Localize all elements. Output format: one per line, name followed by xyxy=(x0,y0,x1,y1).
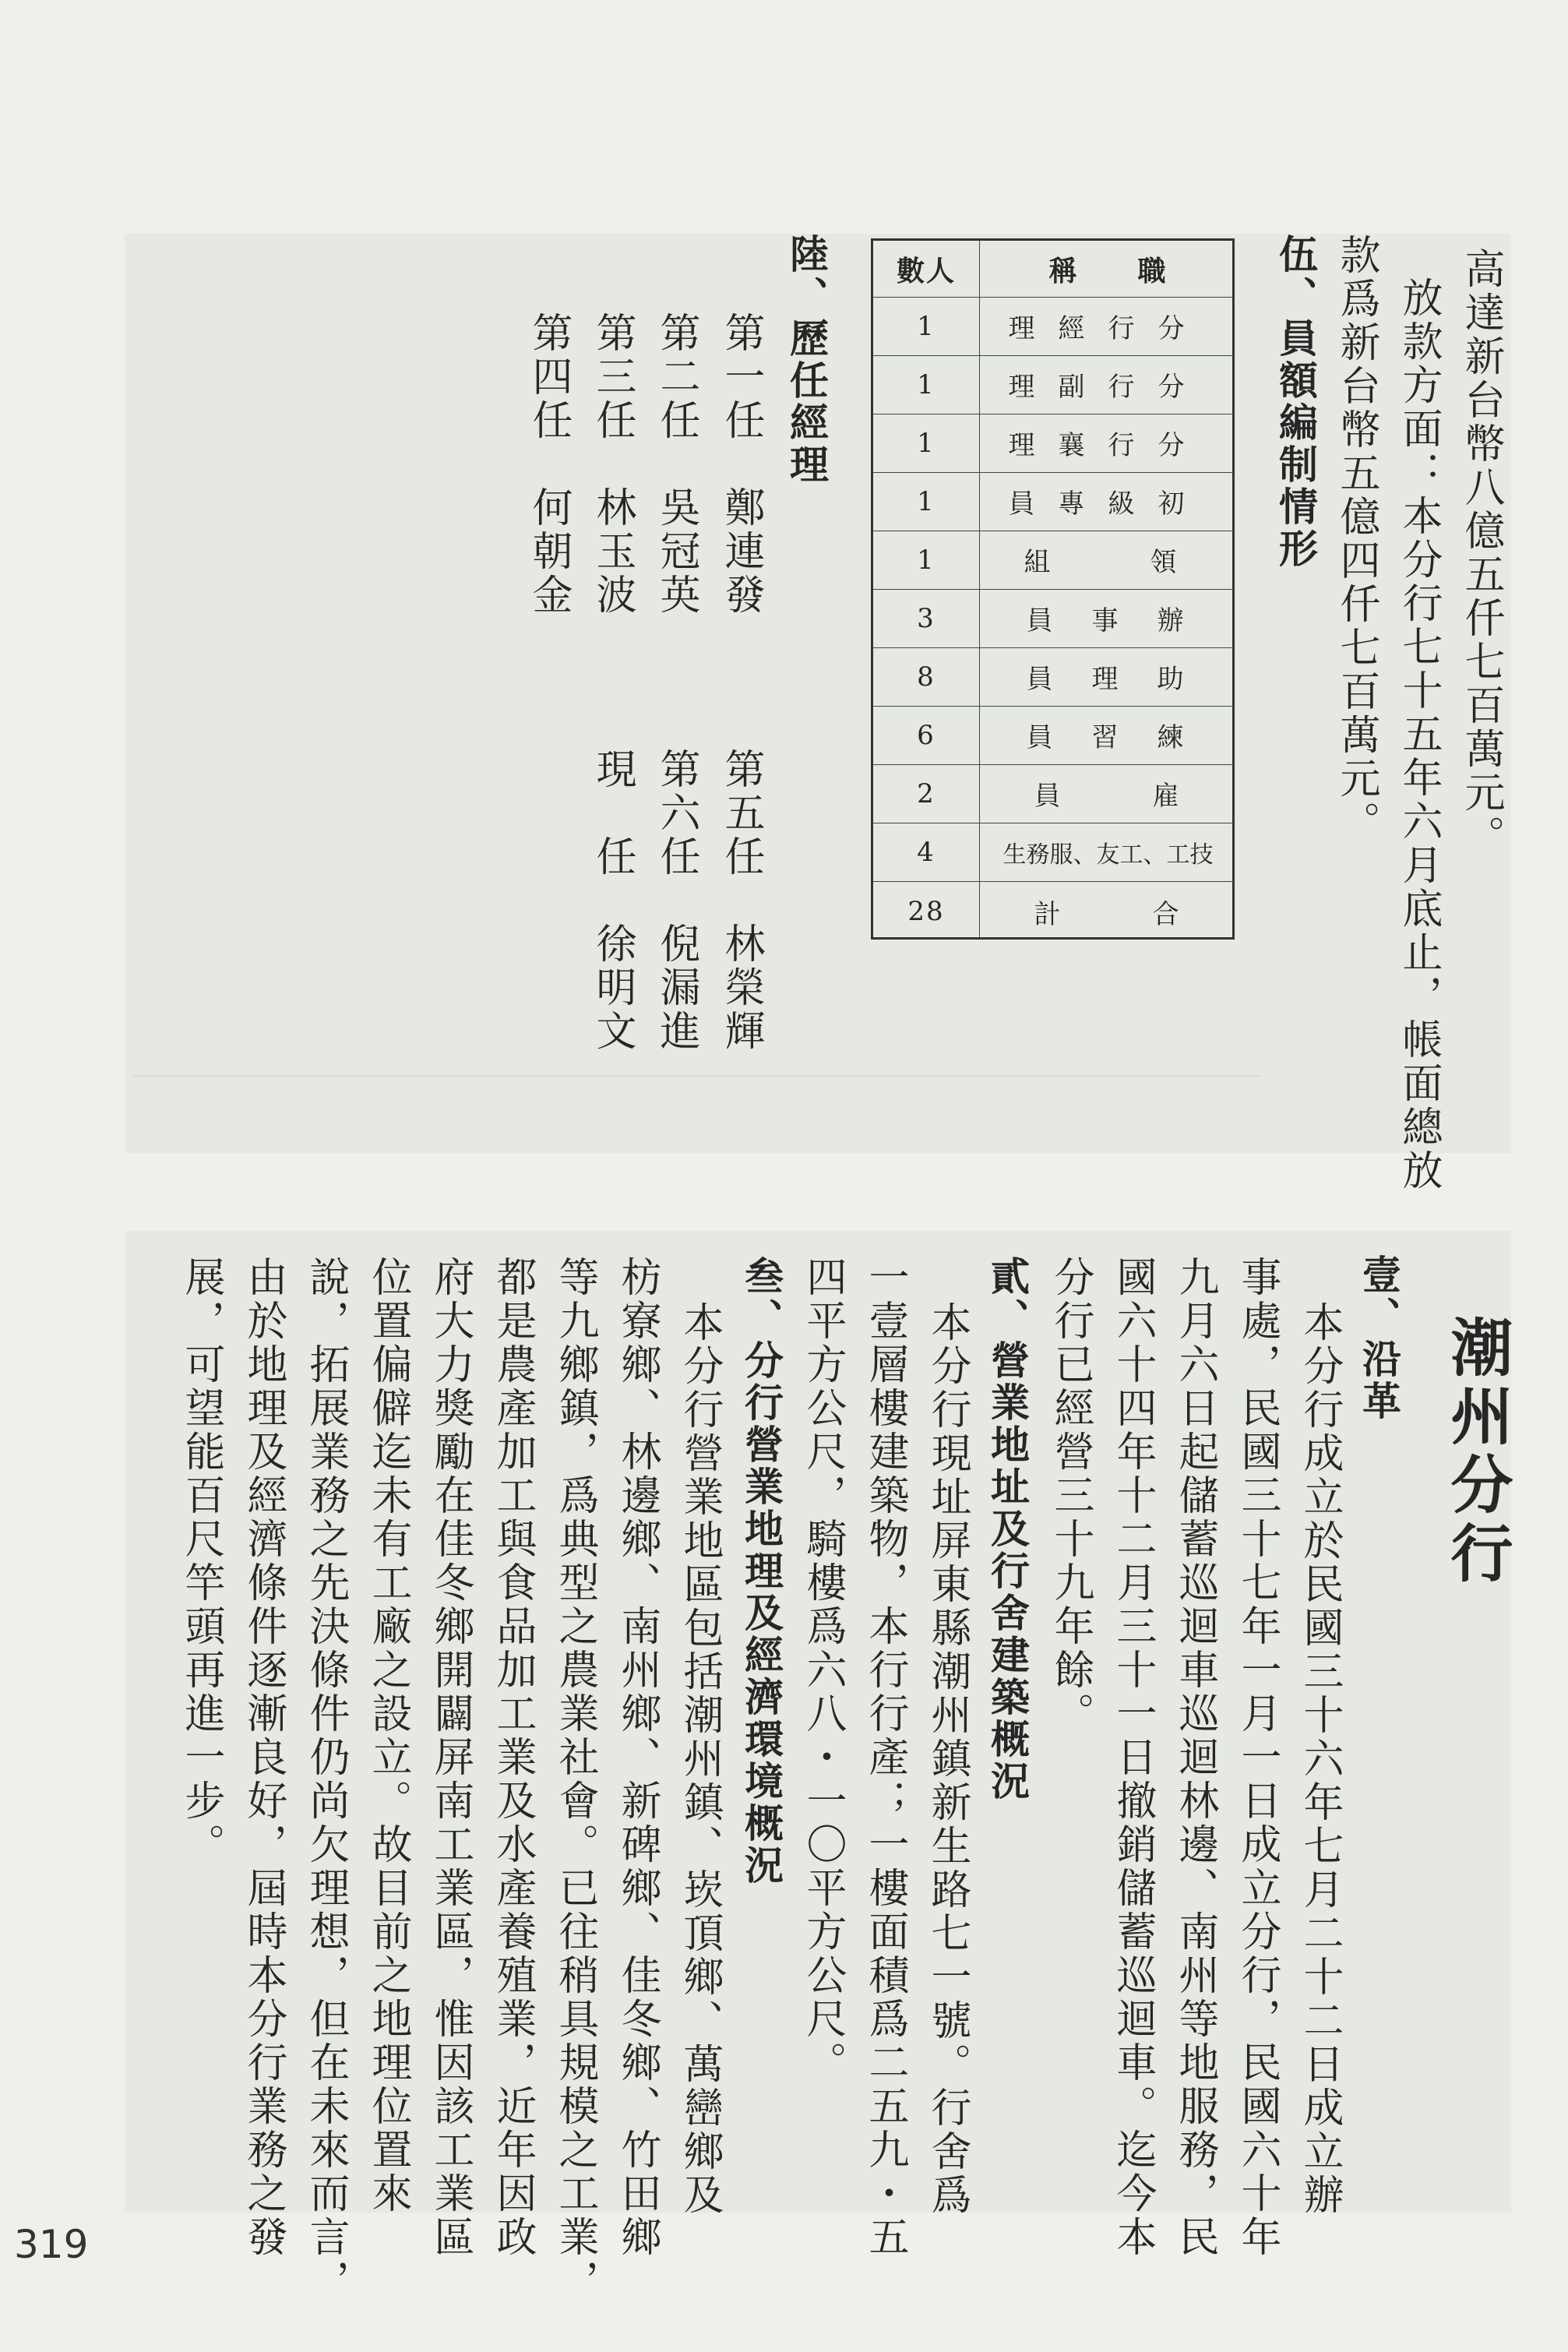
row-count: 1 xyxy=(917,310,936,342)
row-count: 1 xyxy=(917,368,936,400)
row-count: 1 xyxy=(917,427,936,459)
header-count: 數人 xyxy=(896,254,956,287)
row-count: 1 xyxy=(917,485,936,517)
section3-line-3: 等九鄉鎮，爲典型之農業社會。已往稍具規模之工業， xyxy=(551,1256,598,2303)
section6-heading: 陸、歷任經理 xyxy=(784,234,830,486)
section1-line-3: 九月六日起儲蓄巡迴車巡迴林邊、南州等地服務，民 xyxy=(1172,1256,1218,2259)
section5-heading: 伍、員額編制情形 xyxy=(1273,234,1319,570)
section3-line-1: 本分行營業地區包括潮州鎮、崁頂鄉、萬巒鄉及 xyxy=(676,1301,723,2217)
row-count: 8 xyxy=(917,661,936,693)
row-title: 計 合 xyxy=(1034,898,1182,930)
row-count: 28 xyxy=(907,896,945,927)
manager-line-1: 第一任 鄭連發 第五任 林榮輝 xyxy=(717,312,764,1053)
section1-line-4: 國六十四年十二月三十一日撤銷儲蓄巡迴車。迄今本 xyxy=(1109,1256,1156,2259)
row-title: 生務服、友工、工技 xyxy=(1002,841,1214,869)
section3-line-2: 枋寮鄉、林邊鄉、南州鄉、新碑鄉、佳冬鄉、竹田鄉 xyxy=(614,1256,661,2259)
section2-line-2: 一壹層樓建築物，本行行產；一樓面積爲二五九・五 xyxy=(862,1256,908,2259)
section1-line-5: 分行已經營三十九年餘。 xyxy=(1047,1256,1094,1736)
manager-line-3: 第三任 林玉波 現 任 徐明文 xyxy=(589,312,636,1053)
row-count: 6 xyxy=(917,719,936,751)
row-title: 員 事 辦 xyxy=(1026,605,1190,636)
header-title: 稱 職 xyxy=(1048,254,1168,287)
row-title: 理經行分 xyxy=(1008,313,1208,344)
row-title: 理襄行分 xyxy=(1008,430,1208,461)
section1-line-2: 事處，民國三十七年一月一日成立分行，民國六十年 xyxy=(1234,1256,1281,2259)
top-line-2: 放款方面：本分行七十五年六月底止，帳面總放 xyxy=(1395,277,1442,1193)
row-title: 員 雇 xyxy=(1034,781,1182,812)
row-title: 理副行分 xyxy=(1008,372,1208,403)
section2-line-1: 本分行現址屏東縣潮州鎮新生路七一號。行舍爲 xyxy=(924,1301,971,2217)
top-line-3: 款爲新台幣五億四仟七百萬元。 xyxy=(1333,234,1379,845)
manager-line-4: 第四任 何朝金 xyxy=(525,312,572,617)
row-title: 員 理 助 xyxy=(1026,664,1190,695)
divider xyxy=(132,1075,1262,1077)
row-count: 2 xyxy=(917,778,936,809)
section3-line-8: 由於地理及經濟條件逐漸良好，屆時本分行業務之發 xyxy=(240,1256,287,2259)
section2-heading: 貳、營業地址及行舍建築概況 xyxy=(985,1256,1031,1803)
section3-line-9: 展，可望能百尺竿頭再進一步。 xyxy=(178,1256,224,1867)
row-title: 員專級初 xyxy=(1008,488,1208,520)
row-count: 4 xyxy=(917,836,936,868)
staff-table xyxy=(871,238,1235,940)
row-count: 1 xyxy=(917,544,936,576)
section3-line-4: 都是農產加工與食品加工業及水產養殖業，近年因政 xyxy=(489,1256,536,2259)
row-count: 3 xyxy=(917,602,936,634)
row-title: 組 領 xyxy=(1024,547,1193,578)
section1-line-1: 本分行成立於民國三十六年七月二十二日成立辦 xyxy=(1296,1301,1343,2217)
section3-line-7: 說，拓展業務之先決條件仍尚欠理想，但在未來而言， xyxy=(302,1256,349,2303)
top-line-1: 高達新台幣八億五仟七百萬元。 xyxy=(1457,248,1504,859)
page-title: 潮州分行 xyxy=(1440,1315,1513,1589)
row-title: 員 習 練 xyxy=(1026,722,1190,753)
section3-line-6: 位置偏僻迄未有工廠之設立。故目前之地理位置來 xyxy=(365,1256,411,2216)
section3-heading: 叁、分行營業地理及經濟環境概況 xyxy=(738,1256,784,1887)
manager-line-2: 第二任 吳冠英 第六任 倪漏進 xyxy=(653,312,699,1053)
section1-heading: 壹、沿革 xyxy=(1356,1254,1402,1423)
page-number: 319 xyxy=(14,2222,89,2267)
section3-line-5: 府大力獎勵在佳冬鄉開闢屏南工業區，惟因該工業區 xyxy=(427,1256,474,2259)
section2-line-3: 四平方公尺，騎樓爲六八・一〇平方公尺。 xyxy=(799,1256,846,2085)
